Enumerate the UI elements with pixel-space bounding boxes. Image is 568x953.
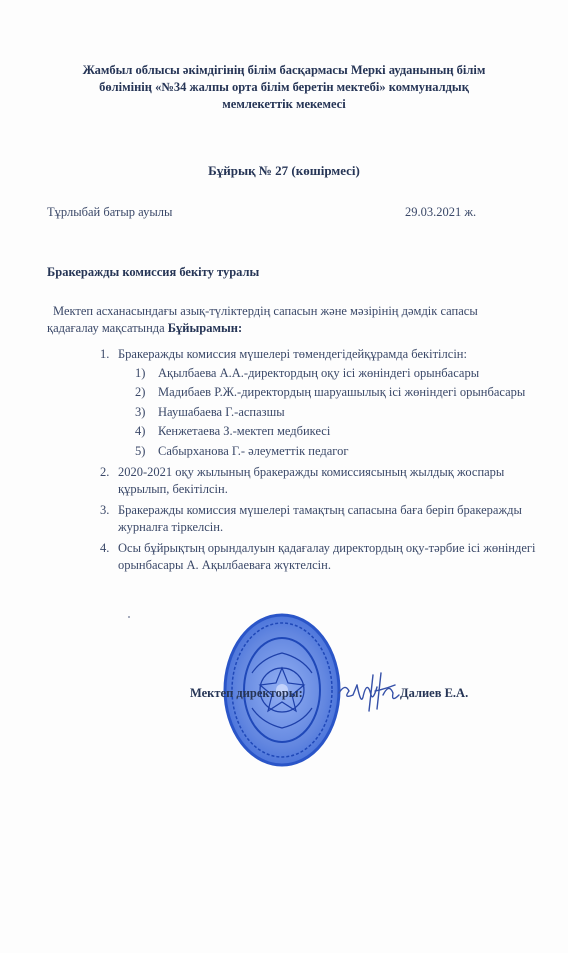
member-item: [118, 365, 540, 382]
item-number: 1.: [100, 347, 110, 361]
signature-label: Мектеп директоры:: [190, 686, 303, 700]
stray-mark: [128, 616, 130, 618]
order-date: 29.03.2021 ж.: [405, 205, 477, 219]
member-number: 2): [135, 385, 146, 399]
member-number: 1): [135, 365, 146, 380]
member-item: [118, 384, 540, 401]
item-text: Бракеражды комиссия мүшелері төмендегідейқұрамда бекітілсін:: [118, 347, 467, 361]
order-items-list: [100, 346, 540, 578]
member-text: Ақылбаева А.А.-директордың оқу ісі жөніндегі орынбасары: [158, 365, 480, 380]
member-text: Наушабаева Г.-аспазшы: [158, 404, 285, 419]
intro-line-2: [47, 320, 527, 337]
item-number: 2.: [100, 465, 110, 479]
organization-header: [40, 62, 528, 113]
intro-command: Бұйырамын:: [167, 321, 243, 335]
item-text: Бракеражды комиссия мүшелері тамақтың сапасына баға беріп бракеражды журналға тіркелсін.: [118, 503, 522, 534]
list-item: [100, 540, 540, 573]
member-number: 5): [135, 443, 146, 458]
header-line-2: бөлімінің «№34 жалпы орта білім беретін мектебі» коммуналдық: [99, 80, 469, 94]
intro-line-1: Мектеп асханасындағы азық-түліктердің сапасын және мәзірінің дәмдік сапасы: [53, 304, 478, 318]
signer-name: Далиев Е.А.: [400, 686, 469, 700]
member-text: Кенжетаева З.-мектеп медбикесі: [158, 424, 331, 438]
item-number: 3.: [100, 503, 110, 517]
members-list: [118, 365, 540, 460]
header-line-1: Жамбыл облысы әкімдігінің білім басқармасы Меркі ауданының білім: [82, 63, 486, 77]
intro-line-2-text: қадағалау мақсатында: [47, 321, 168, 335]
order-title: Бұйрық № 27 (көшірмесі): [208, 163, 360, 178]
member-text: Мадибаев Р.Ж.-директордың шаруашылық ісі жөніндегі орынбасары: [158, 385, 526, 399]
order-subject: Бракеражды комиссия бекіту туралы: [47, 265, 260, 279]
header-line-3: мемлекеттік мекемесі: [222, 97, 346, 111]
member-item: [118, 423, 540, 440]
place-name: Тұрлыбай батыр ауылы: [47, 205, 173, 219]
member-number: 3): [135, 404, 146, 419]
item-text: 2020-2021 оқу жылының бракеражды комиссиясының жылдық жоспары құрылып, бекітілсін.: [118, 465, 505, 496]
handwritten-signature-icon: [333, 665, 403, 715]
member-item: [118, 404, 540, 421]
member-text: Сабырханова Г.- әлеуметтік педагог: [158, 443, 349, 458]
list-item: [100, 346, 540, 459]
list-item: [100, 464, 540, 497]
item-number: 4.: [100, 541, 110, 555]
list-item: [100, 502, 540, 535]
intro-paragraph: [47, 303, 527, 337]
member-number: 4): [135, 424, 146, 438]
member-item: [118, 443, 540, 460]
item-text: Осы бұйрықтың орындалуын қадағалау директордың оқу-тәрбие ісі жөніндегі орынбасары А. Ақылбаеваға жүктелсін.: [118, 541, 536, 572]
